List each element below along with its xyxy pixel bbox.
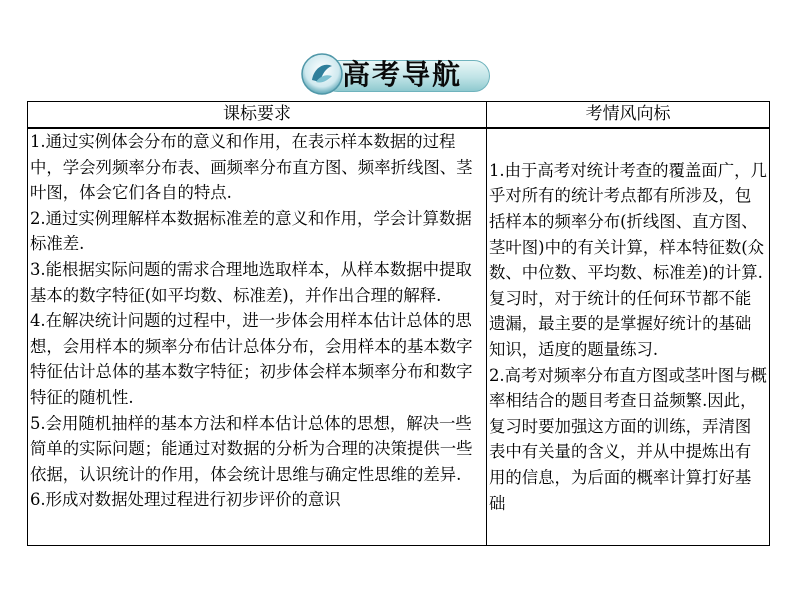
column-header-curriculum: 课标要求	[28, 102, 487, 129]
list-item: 2.通过实例理解样本数据标准差的意义和作用，学会计算数据标准差.	[30, 208, 472, 254]
list-item: 2.高考对频率分布直方图或茎叶图与概率相结合的题目考查日益频繁.因此，复习时要加强这方面的训练，弄清图表中有关量的含义，并从中提炼出有用的信息，为后面的概率计算打好基础	[489, 365, 767, 513]
list-item: 6.形成对数据处理过程进行初步评价的意识	[30, 490, 341, 510]
title-banner	[300, 52, 490, 100]
page-title: 高考导航	[342, 58, 463, 91]
requirements-table	[27, 101, 770, 546]
list-item: 1.通过实例体会分布的意义和作用，在表示样本数据的过程中，学会列频率分布表、画频率分布直方图、频率折线图、茎叶图，体会它们各自的特点.	[30, 132, 473, 203]
list-item: 3.能根据实际问题的需求合理地选取样本，从样本数据中提取基本的数字特征(如平均数、标准差)，并作出合理的解释.	[30, 259, 472, 305]
list-item: 1.由于高考对统计考查的覆盖面广，几乎对所有的统计考点都有所涉及，包括样本的频率分布(折线图、直方图、茎叶图)中的有关计算，样本特征数(众数、中位数、平均数、标准差)的计算.复习时，对于统计的任何环节都不能遗漏，最主要的是掌握好统计的基础知识，适度的题量练习.	[489, 160, 767, 359]
navigation-badge-icon	[300, 52, 344, 96]
exam-trend-cell	[487, 128, 770, 546]
curriculum-requirements-cell	[28, 128, 487, 546]
table-header-row	[28, 102, 770, 129]
list-item: 5.会用随机抽样的基本方法和样本估计总体的思想，解决一些简单的实际问题；能通过对数据的分析为合理的决策提供一些依据，认识统计的作用，体会统计思维与确定性思维的差异.	[30, 413, 473, 484]
column-header-exam-trend: 考情风向标	[487, 102, 770, 129]
list-item: 4.在解决统计问题的过程中，进一步体会用样本估计总体的思想，会用样本的频率分布估计总体分布，会用样本的基本数字特征估计总体的基本数字特征；初步体会样本频率分布和数字特征的随机性.	[30, 311, 473, 407]
table-row	[28, 128, 770, 546]
